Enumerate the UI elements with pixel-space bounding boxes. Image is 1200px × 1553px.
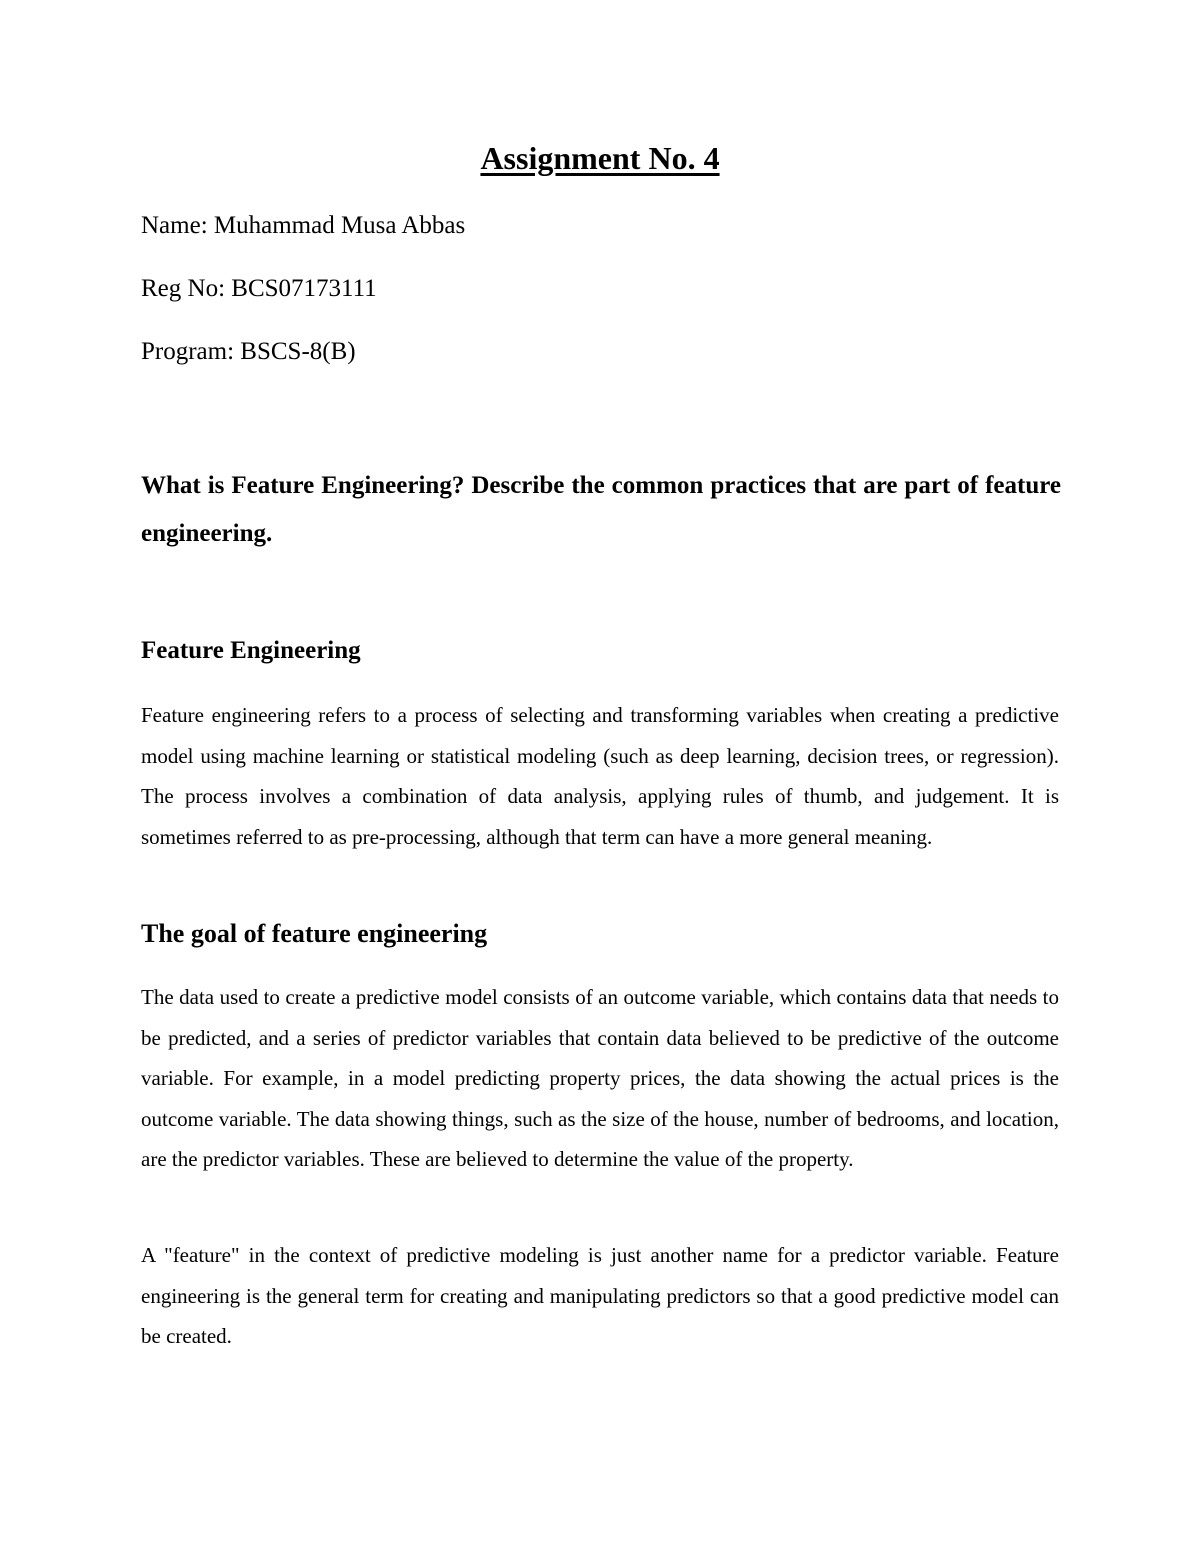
student-name-line: Name: Muhammad Musa Abbas <box>141 212 466 239</box>
registration-number-line: Reg No: BCS07173111 <box>141 275 377 302</box>
paragraph-outcome-and-predictors: The data used to create a predictive model consists of an outcome variable, which contains data that needs to be predicted, and a series of predictor variables that contain data believed to be predictive of the outcome variable. For example, in a model predicting property prices, the data showing the actual prices is the outcome variable. The data showing things, such as the size of the house, number of bedrooms, and location, are the predictor variables. These are believed to determine the value of the property. <box>141 985 1059 1171</box>
section-heading-feature-engineering: Feature Engineering <box>141 637 361 664</box>
section-heading-goal: The goal of feature engineering <box>141 919 488 948</box>
paragraph-feature-definition: A "feature" in the context of predictive modeling is just another name for a predictor variable. Feature engineering is the general term for creating and manipulating predictors so that a good predictive model can be created. <box>141 1243 1059 1348</box>
assignment-question: What is Feature Engineering? Describe the common practices that are part of feature engineering. <box>141 472 1061 547</box>
paragraph-feature-engineering-definition: Feature engineering refers to a process of selecting and transforming variables when creating a predictive model using machine learning or statistical modeling (such as deep learning, decision trees, or regression). The process involves a combination of data analysis, applying rules of thumb, and judgement. It is sometimes referred to as pre-processing, although that term can have a more general meaning. <box>141 703 1059 849</box>
document-title: Assignment No. 4 <box>480 140 720 176</box>
program-line: Program: BSCS-8(B) <box>141 338 356 365</box>
